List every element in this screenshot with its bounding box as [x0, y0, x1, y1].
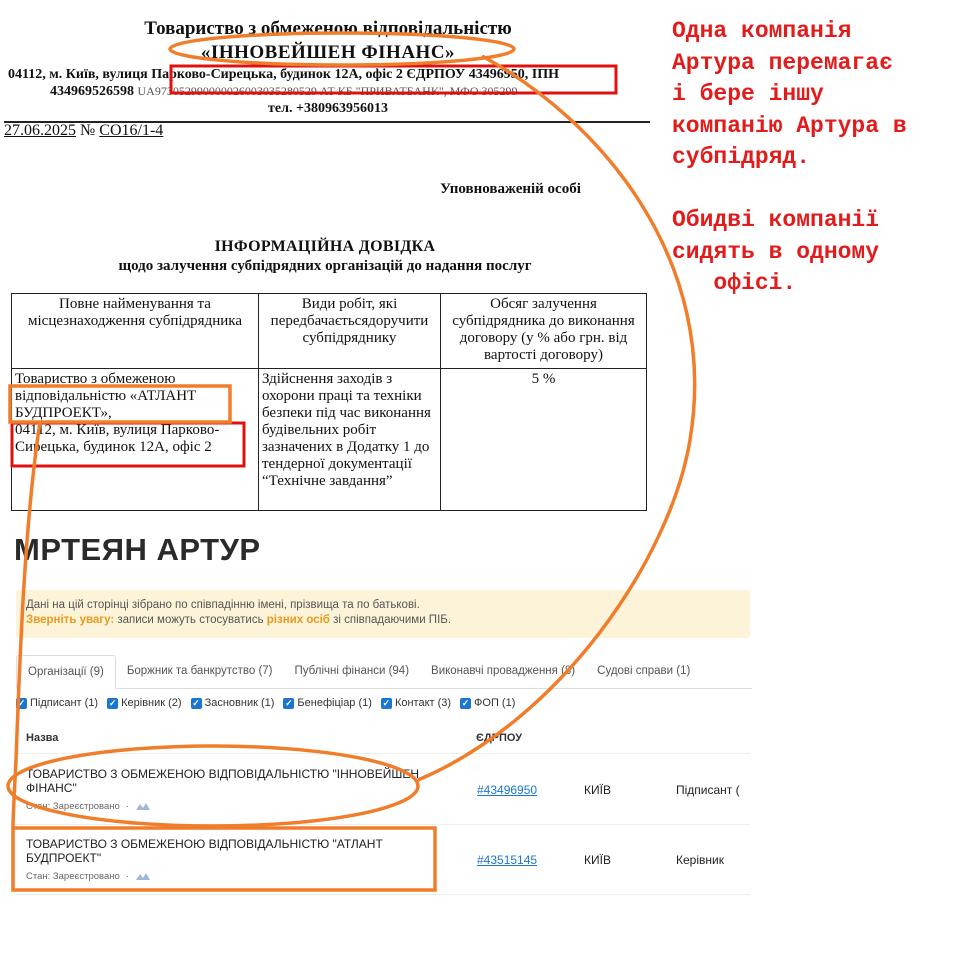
filter-label: Бенефіціар (1): [297, 697, 372, 709]
person-profile: [0, 520, 752, 900]
col-code: ЄДРПОУ: [476, 732, 523, 744]
notice-warning: Зверніть увагу:: [26, 614, 115, 626]
tab-public-finance[interactable]: Публічні фінанси (94): [294, 665, 410, 677]
volume-cell: 5 %: [441, 369, 647, 511]
notice-highlight: різних осіб: [266, 614, 330, 626]
org-name-line2: «ІННОВЕЙШЕН ФІНАНС»: [200, 42, 456, 63]
filter-beneficiary[interactable]: [283, 697, 372, 709]
tab-debtor[interactable]: Боржник та банкрутство (7): [126, 665, 273, 677]
filter-founder[interactable]: [191, 697, 275, 709]
letter-document: [0, 0, 656, 520]
filter-label: ФОП (1): [474, 697, 516, 709]
filter-label: Керівник (2): [121, 697, 182, 709]
org-name[interactable]: ТОВАРИСТВО З ОБМЕЖЕНОЮ ВІДПОВІДАЛЬНІСТЮ "ІННОВЕЙШЕН ФІНАНС": [26, 767, 420, 795]
annotation-note: Одна компанія Артура перемагає і бере іншу компанію Артура в субпідряд. Обидві компанії сидять в одному офісі.: [672, 18, 907, 296]
tab-organizations[interactable]: Організації (9): [16, 655, 116, 689]
table-row[interactable]: [16, 827, 750, 895]
checkbox-checked-icon[interactable]: ✓: [108, 697, 117, 708]
filter-contact[interactable]: [381, 697, 451, 709]
address-suffix: ІПН: [528, 67, 560, 82]
person-name: МРТЕЯН АРТУР: [14, 532, 261, 567]
org-name-line1: Товариство з обмеженою відповідальністю: [144, 18, 512, 39]
org-address: [8, 67, 648, 83]
table-row: [12, 369, 647, 511]
table-header: Обсяг залучення субпідрядника до виконання договору (у % або грн. від вартості договору): [441, 294, 647, 369]
table-header: Повне найменування та місцезнаходження субпідрядника: [12, 294, 259, 369]
works-cell: Здійснення заходів з охорони праці та техніки безпеки під час виконання будівельних робіт зазначених в Додатку 1 до тендерної документації “Технічне завдання”: [259, 369, 441, 511]
status-text: Стан: Зареєстровано: [26, 801, 120, 812]
bank-details: UA973052990000026003035280529 АТ КБ "ПРИВАТБАНК", МФО 305299: [137, 84, 518, 98]
status-text: Стан: Зареєстровано: [26, 871, 120, 882]
info-title: ІНФОРМАЦІЙНА ДОВІДКА: [214, 238, 436, 255]
registry-icon: [135, 872, 151, 882]
col-name: Назва: [26, 732, 59, 744]
filter-label: Засновник (1): [204, 697, 275, 709]
table-header: Види робіт, які передбачаєтьсядоручити субпідряднику: [259, 294, 441, 369]
filter-manager[interactable]: [107, 697, 181, 709]
notice-line1: Дані на цій сторінці зібрано по співпадінню імені, прізвища та по батькові.: [26, 599, 420, 611]
profile-tabs: [16, 655, 752, 689]
recipient: Уповноваженій особі: [440, 181, 581, 197]
role-filters: [16, 697, 515, 709]
org-phone: тел. +380963956013: [268, 101, 388, 116]
org-code-link[interactable]: #43496950: [477, 783, 538, 797]
org-role: Підписант (: [676, 783, 740, 797]
letter-number: СО16/1-4: [99, 122, 164, 139]
filter-signatory[interactable]: [16, 697, 98, 709]
checkbox-checked-icon[interactable]: ✓: [192, 697, 200, 708]
tab-enforcement[interactable]: Виконавчі провадження (8): [431, 665, 576, 677]
registry-icon: [135, 802, 151, 812]
org-name[interactable]: ТОВАРИСТВО З ОБМЕЖЕНОЮ ВІДПОВІДАЛЬНІСТЮ "АТЛАНТ БУДПРОЕКТ": [26, 837, 383, 865]
number-label: №: [80, 122, 96, 139]
org-status: Стан: Зареєстровано ·: [26, 871, 151, 882]
subcontractor-table: [11, 293, 647, 511]
filter-label: Підписант (1): [30, 697, 99, 709]
org-city: КИЇВ: [584, 783, 611, 797]
org-code-link[interactable]: #43515145: [477, 853, 538, 867]
letter-date-number: [4, 122, 163, 140]
checkbox-checked-icon[interactable]: ✓: [17, 697, 26, 708]
org-role: Керівник: [676, 853, 724, 867]
org-status: Стан: Зареєстровано ·: [26, 801, 151, 812]
notice-line2: [26, 613, 740, 628]
letter-date: 27.06.2025: [4, 122, 76, 139]
checkbox-checked-icon[interactable]: ✓: [285, 697, 293, 708]
subcontractor-name: Товариство з обмеженою відповідальністю «АТЛАНТ БУДПРОЕКТ»,: [15, 371, 197, 421]
notice-mid: записи можуть стосуватись: [114, 614, 267, 626]
info-subtitle: щодо залучення субпідрядних організацій до надання послуг: [118, 258, 532, 274]
org-table-header: [16, 728, 750, 754]
checkbox-checked-icon[interactable]: ✓: [382, 697, 391, 708]
org-ipn-line: [50, 84, 518, 100]
address-prefix: 04112, м. Київ, вулиця: [8, 67, 152, 82]
filter-label: Контакт (3): [394, 697, 452, 709]
tab-court-cases[interactable]: Судові справи (1): [597, 665, 691, 677]
notice-banner: [16, 590, 750, 638]
address-highlighted: Парково-Сирецька, будинок 12А, офіс 2 ЄДРПОУ 43496950,: [151, 67, 529, 82]
checkbox-checked-icon[interactable]: ✓: [461, 697, 470, 708]
subcontractor-cell: [12, 369, 259, 511]
ipn-number: 434969526598: [50, 84, 138, 99]
table-row[interactable]: [16, 757, 750, 825]
subcontractor-address: 04112, м. Київ, вулиця Парково-Сирецька, будинок 12А, офіс 2: [15, 422, 220, 455]
filter-fop[interactable]: [460, 697, 515, 709]
notice-end: зі співпадаючими ПІБ.: [329, 614, 452, 626]
org-city: КИЇВ: [584, 853, 611, 867]
